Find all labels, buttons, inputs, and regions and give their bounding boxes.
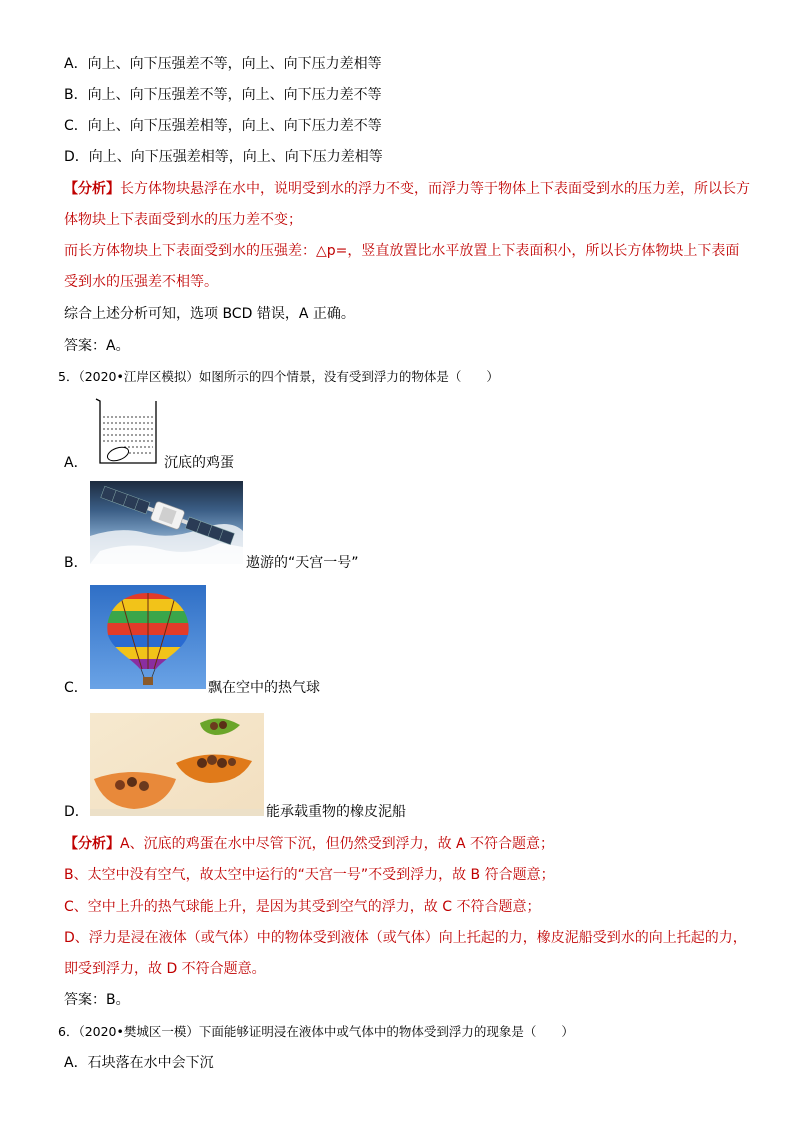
q5-option-c-caption: 飘在空中的热气球 [208, 680, 320, 696]
q5-option-d-letter: D． [64, 804, 89, 820]
q4-option-c: C．向上、向下压强差相等，向上、向下压力差不等 [64, 118, 382, 134]
q4-option-a: A．向上、向下压强差不等，向上、向下压力差相等 [64, 56, 382, 72]
beaker-egg-image [94, 397, 162, 467]
q5-analysis-line-4: D、浮力是浸在液体（或气体）中的物体受到液体（或气体）向上托起的力，橡皮泥船受到水的向上托起的力， [64, 930, 747, 946]
analysis-tag: 【分析】 [64, 181, 120, 197]
tiangong-space-station-image [90, 481, 243, 564]
clay-boats-image [90, 713, 264, 816]
q4-option-d: D．向上、向下压强差相等，向上、向下压力差相等 [64, 149, 383, 165]
q6-option-a: A．石块落在水中会下沉 [64, 1055, 214, 1071]
q4-option-b: B．向上、向下压强差不等，向上、向下压力差不等 [64, 87, 382, 103]
q5-analysis-line-3: C、空中上升的热气球能上升，是因为其受到空气的浮力，故 C 不符合题意； [64, 899, 541, 915]
q5-option-b-letter: B． [64, 555, 88, 571]
hot-air-balloon-image [90, 585, 206, 689]
q5-option-a-letter: A． [64, 455, 88, 471]
q5-option-b-caption: 遨游的“天宫一号” [246, 555, 359, 571]
q4-analysis-line-2: 体物块上下表面受到水的压力差不变； [64, 212, 302, 228]
q6-question: 6．（2020•樊城区一模）下面能够证明浸在液体中或气体中的物体受到浮力的现象是（ ） [58, 1024, 574, 1039]
q5-option-c-letter: C． [64, 680, 88, 696]
q5-option-d-caption: 能承载重物的橡皮泥船 [266, 804, 406, 820]
q4-analysis-line-1 [64, 180, 750, 198]
q4-analysis-line-4: 受到水的压强差不相等。 [64, 274, 218, 290]
analysis-text: 长方体物块悬浮在水中，说明受到水的浮力不变，而浮力等于物体上下表面受到水的压力差，所以长方 [120, 181, 750, 197]
q5-option-a-caption: 沉底的鸡蛋 [164, 455, 234, 471]
q5-analysis-line-2: B、太空中没有空气，故太空中运行的“天宫一号”不受到浮力，故 B 符合题意； [64, 867, 555, 883]
q5-answer: 答案：B。 [64, 992, 130, 1008]
q5-question: 5．（2020•江岸区模拟）如图所示的四个情景，没有受到浮力的物体是（ ） [58, 369, 499, 384]
q4-answer: 答案：A。 [64, 338, 130, 354]
q4-analysis-line-3: 而长方体物块上下表面受到水的压强差：△p=，竖直放置比水平放置上下表面积小，所以长方体物块上下表面 [64, 243, 740, 259]
analysis-tag: 【分析】 [64, 836, 120, 852]
q5-analysis-line-1 [64, 835, 554, 853]
analysis-text: A、沉底的鸡蛋在水中尽管下沉，但仍然受到浮力，故 A 不符合题意； [120, 836, 555, 852]
q5-analysis-line-5: 即受到浮力，故 D 不符合题意。 [64, 961, 266, 977]
q4-analysis-line-5: 综合上述分析可知，选项 BCD 错误，A 正确。 [64, 306, 355, 322]
